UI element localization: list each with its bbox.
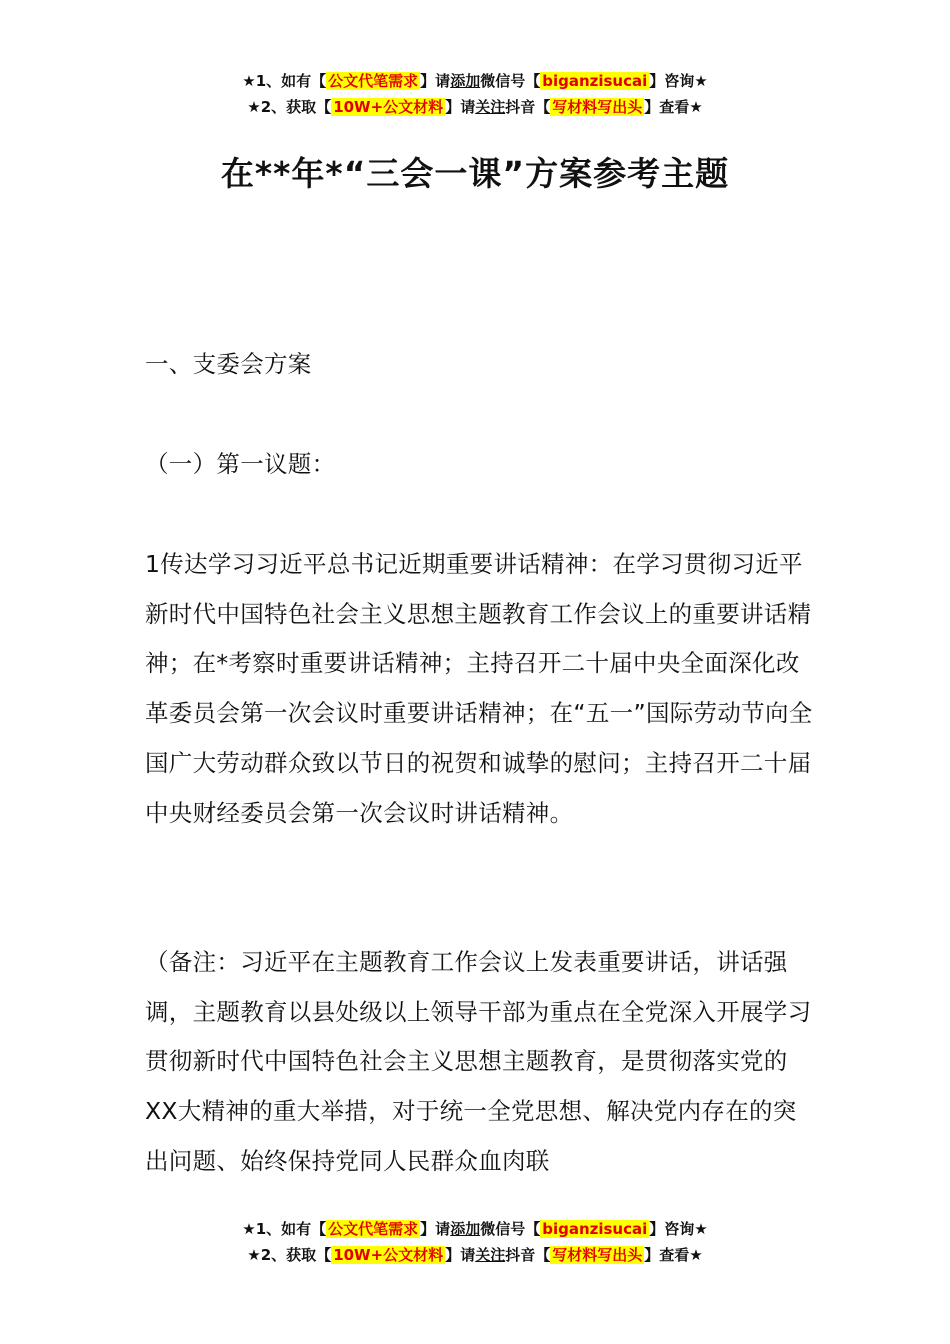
banner-highlight: 写材料写出头 [552,98,643,116]
paragraph-note: （备注：习近平在主题教育工作会议上发表重要讲话，讲话强调，主题教育以县处级以上领导干部为重点在全党深入开展学习贯彻新时代中国特色社会主义思想主题教育，是贯彻落实党的XX大精神的重大举措，对于统一全党思想、解决党内存在的突出问题、始终保持党同人民群众血肉联 [145,948,812,1175]
banner-text: ★1、如有【 [242,1220,327,1238]
banner-text: 】请 [445,98,476,116]
banner-text: ★1、如有【 [242,72,327,90]
banner-line-1 [0,1216,950,1242]
banner-highlight: 写材料写出头 [552,1246,643,1264]
banner-text: 】查看★ [644,1246,703,1264]
banner-highlight: 公文代笔需求 [328,72,419,90]
banner-highlight: 10W+公文材料 [333,1246,444,1264]
paragraph-agenda: 1传达学习习近平总书记近期重要讲话精神：在学习贯彻习近平新时代中国特色社会主义思想主题教育工作会议上的重要讲话精神；在*考察时重要讲话精神；主持召开二十届中央全面深化改革委员会第一次会议时重要讲话精神；在“五一”国际劳动节向全国广大劳动群众致以节日的祝贺和诚挚的慰问；主持召开二十届中央财经委员会第一次会议时讲话精神。 [145,550,813,827]
banner-highlight: 10W+公文材料 [333,98,444,116]
section-heading: 一、支委会方案 [145,350,312,378]
banner-text: 】咨询★ [649,72,708,90]
banner-highlight: biganzisucai [542,1220,648,1238]
banner-text: 抖音【 [505,98,551,116]
sub-heading: （一）第一议题： [145,450,336,478]
banner-text: 微信号【 [480,1220,541,1238]
banner-text: 抖音【 [505,1246,551,1264]
banner-text: 】请 [420,1220,451,1238]
banner-underline: 添加 [450,72,481,90]
document-title: 在**年*“三会一课”方案参考主题 [220,154,730,193]
banner-underline: 关注 [475,1246,506,1264]
banner-highlight: biganzisucai [542,72,648,90]
banner-text: 】请 [420,72,451,90]
header-banner [0,68,950,120]
banner-text: ★2、获取【 [247,1246,332,1264]
banner-line-2 [0,1242,950,1268]
banner-text: 】咨询★ [649,1220,708,1238]
banner-text: 】查看★ [644,98,703,116]
banner-text: 微信号【 [480,72,541,90]
banner-highlight: 公文代笔需求 [328,1220,419,1238]
footer-banner [0,1216,950,1268]
banner-line-1 [0,68,950,94]
banner-text: ★2、获取【 [247,98,332,116]
banner-line-2 [0,94,950,120]
banner-underline: 添加 [450,1220,481,1238]
banner-underline: 关注 [475,98,506,116]
banner-text: 】请 [445,1246,476,1264]
